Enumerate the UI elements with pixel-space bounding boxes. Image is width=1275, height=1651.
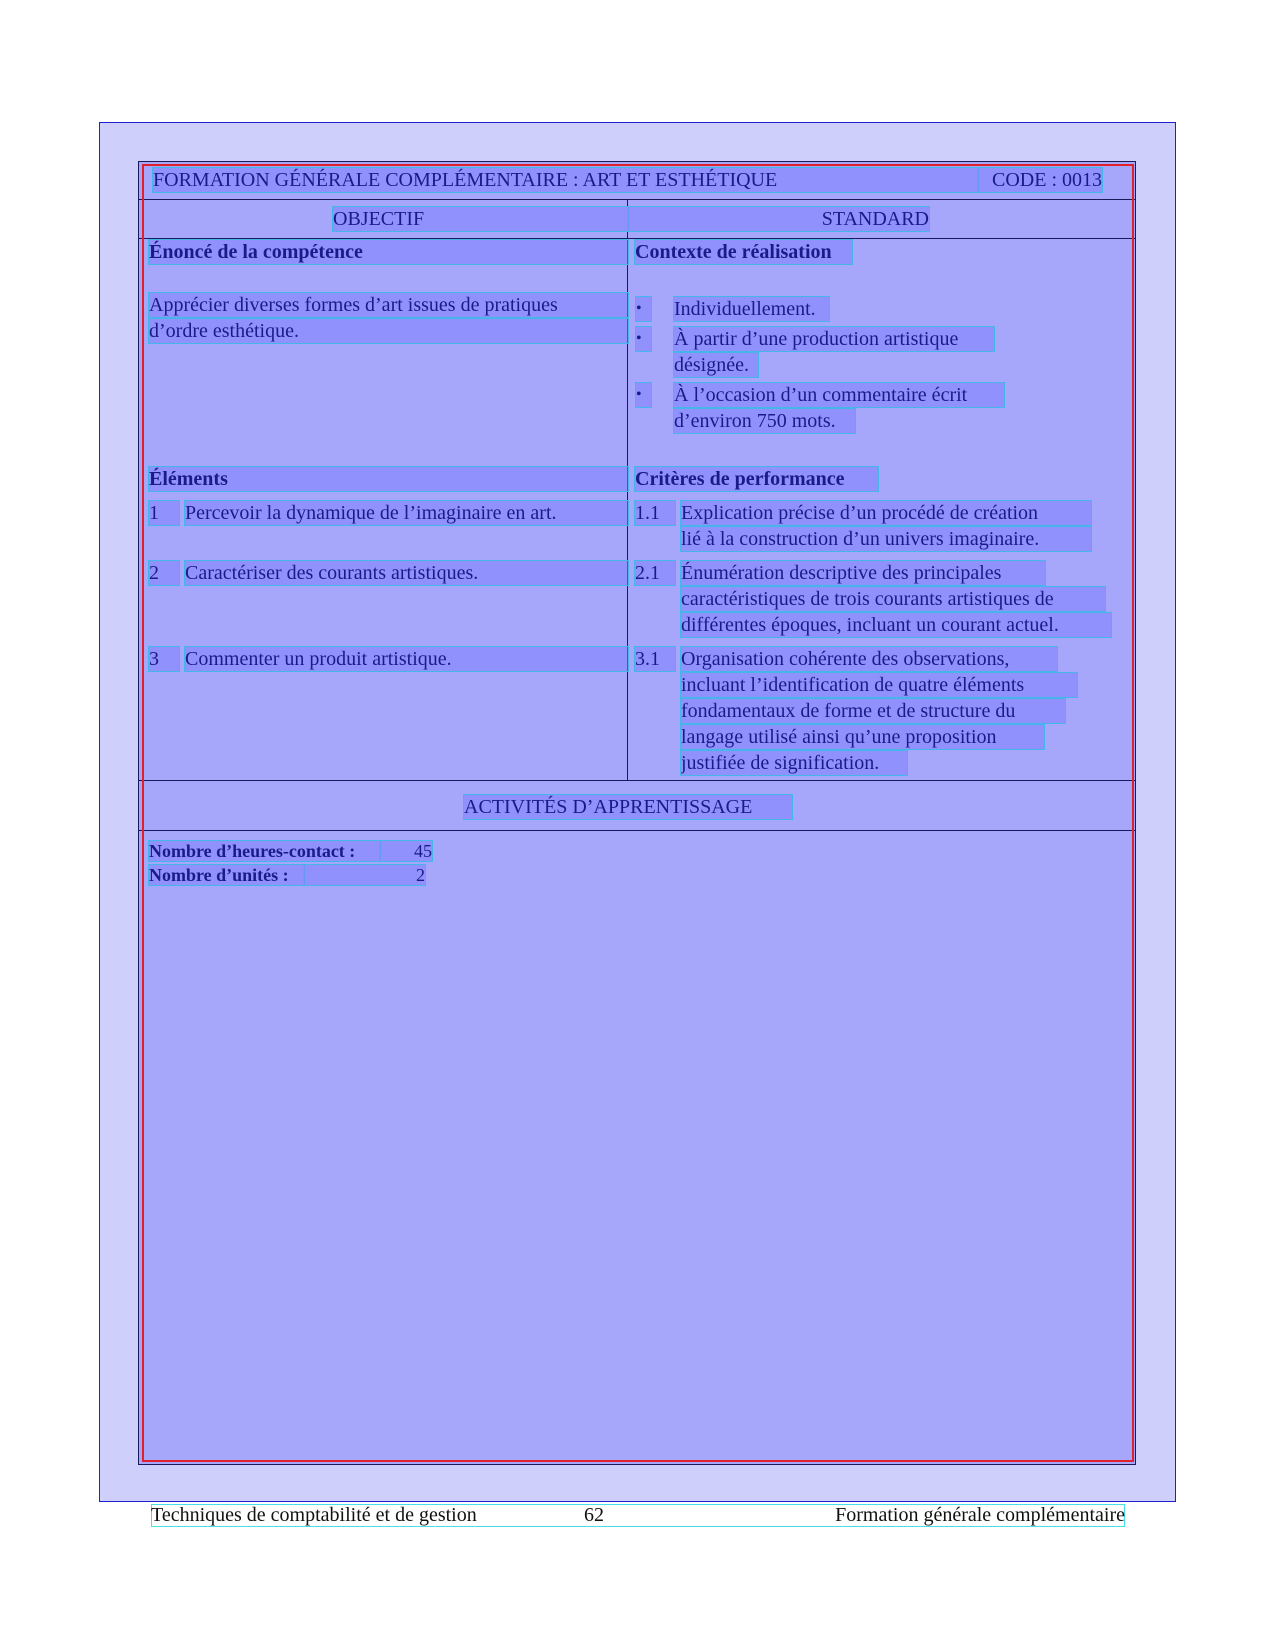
column-header-rule [139,238,1135,239]
contexte-item-continued: désignée. [674,353,758,377]
contexte-item: Individuellement. [674,297,829,321]
footer-section: Formation générale complémentaire [835,1504,1125,1526]
element-number: 3 [149,647,179,671]
activities-bottom-rule [139,830,1135,831]
form-code: CODE : 0013 [978,168,1102,192]
critere-number: 1.1 [635,501,675,525]
heures-label: Nombre d’heures-contact : [149,841,380,861]
critere-line: Explication précise d’un procédé de création [681,501,1091,525]
bullet-icon: • [636,327,651,351]
element-text: Caractériser des courants artistiques. [185,561,628,585]
contexte-heading: Contexte de réalisation [635,240,852,264]
unites-value: 2 [304,865,425,885]
element-text: Percevoir la dynamique de l’imaginaire en art. [185,501,628,525]
standard-header: STANDARD [628,207,929,231]
competence-line: d’ordre esthétique. [149,319,628,343]
unites-label: Nombre d’unités : [149,865,304,885]
critere-number: 3.1 [635,647,675,671]
elements-heading: Éléments [149,467,628,491]
critere-line: Organisation cohérente des observations, [681,647,1057,671]
critere-number: 2.1 [635,561,675,585]
contexte-item: À partir d’une production artistique [674,327,994,351]
form-title: FORMATION GÉNÉRALE COMPLÉMENTAIRE : ART ET ESTHÉTIQUE [153,168,978,192]
element-number: 2 [149,561,179,585]
objectif-header: OBJECTIF [333,207,628,231]
critere-line: langage utilisé ainsi qu’une proposition [681,725,1044,749]
critere-line: différentes époques, incluant un courant actuel. [681,613,1111,637]
footer-program: Techniques de comptabilité et de gestion [151,1504,477,1526]
heures-value: 45 [380,841,432,861]
page-number: 62 [584,1504,604,1526]
critere-line: incluant l’identification de quatre éléments [681,673,1077,697]
activites-heading: ACTIVITÉS D’APPRENTISSAGE [464,795,792,819]
critere-line: Énumération descriptive des principales [681,561,1045,585]
critere-line: fondamentaux de forme et de structure du [681,699,1065,723]
activities-top-rule [139,780,1135,781]
element-number: 1 [149,501,179,525]
contexte-item: À l’occasion d’un commentaire écrit [674,383,1004,407]
bullet-icon: • [636,383,651,407]
criteres-heading: Critères de performance [635,467,878,491]
competence-line: Apprécier diverses formes d’art issues de pratiques [149,293,628,317]
critere-line: caractéristiques de trois courants artistiques de [681,587,1105,611]
header-rule [139,199,1135,200]
competence-heading: Énoncé de la compétence [149,240,628,264]
bullet-icon: • [636,297,651,321]
element-text: Commenter un produit artistique. [185,647,628,671]
critere-line: justifiée de signification. [681,751,907,775]
critere-line: lié à la construction d’un univers imaginaire. [681,527,1091,551]
contexte-item-continued: d’environ 750 mots. [674,409,855,433]
